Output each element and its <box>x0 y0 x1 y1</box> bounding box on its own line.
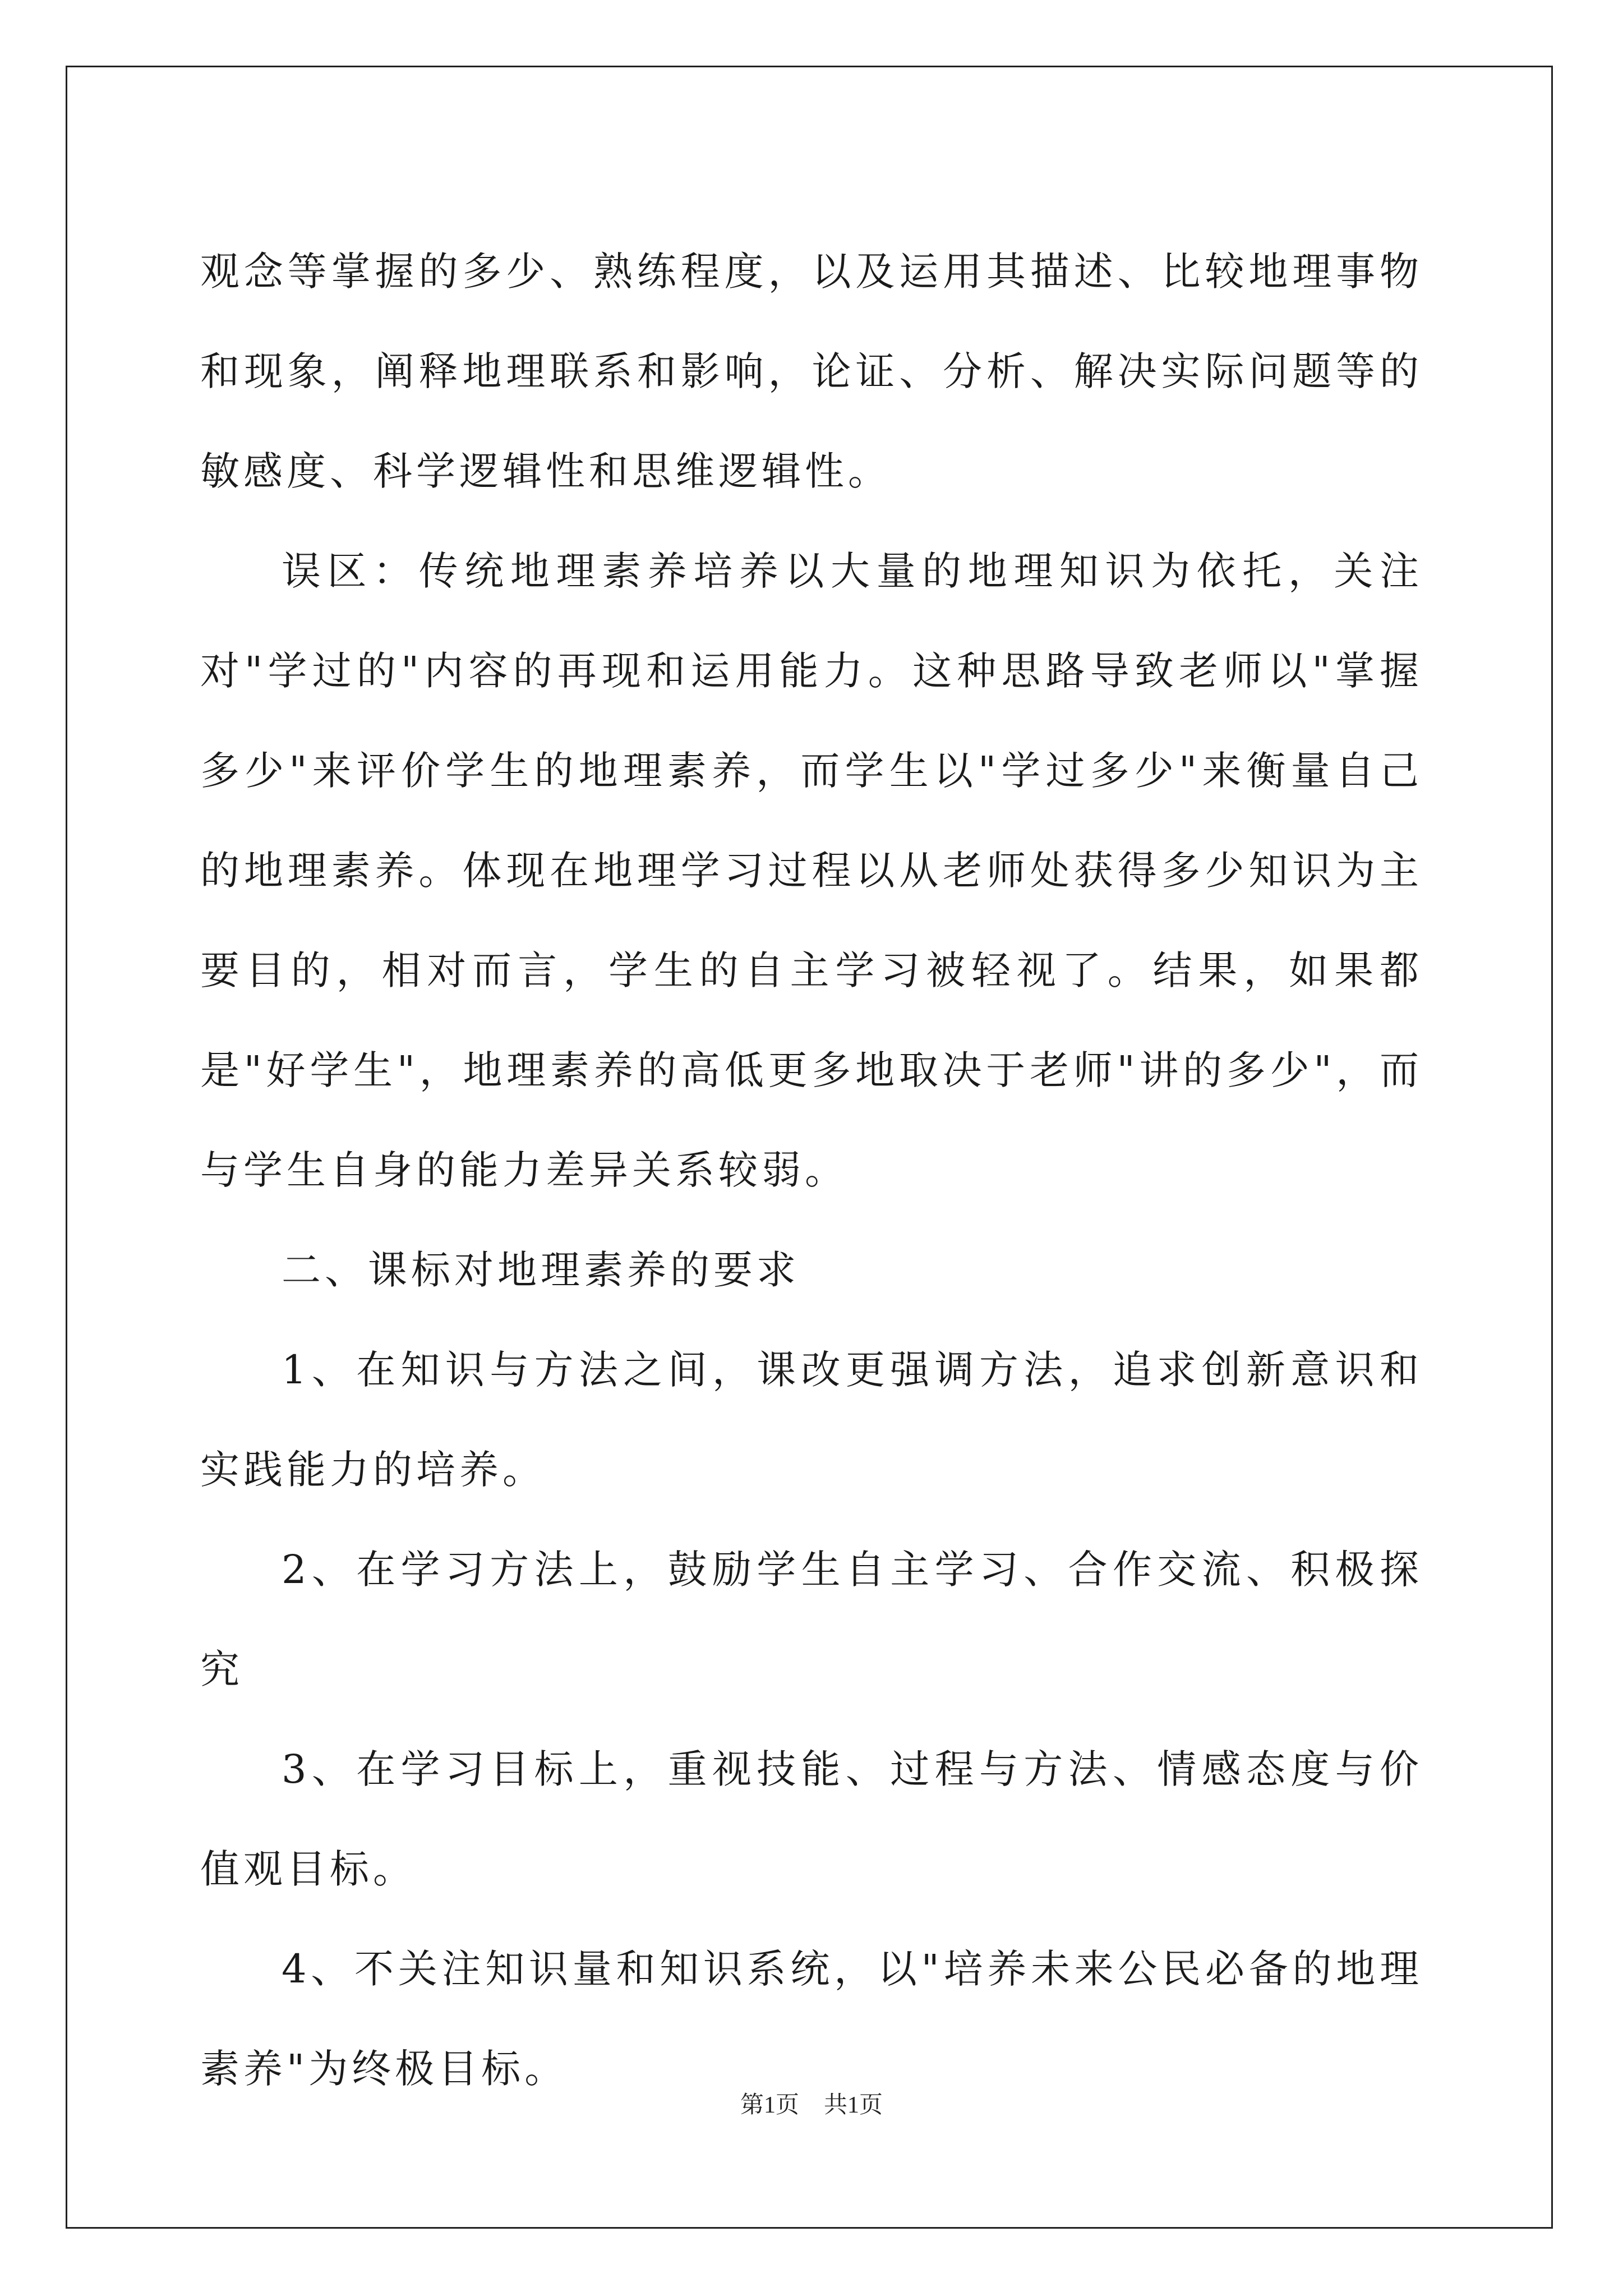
list-item-1: 1、在知识与方法之间，课改更强调方法，追求创新意识和实践能力的培养。 <box>200 1347 1423 1493</box>
page-number: 第1页 <box>740 2092 799 2118</box>
list-item-3: 3、在学习目标上，重视技能、过程与方法、情感态度与价值观目标。 <box>200 1746 1423 1892</box>
list-item-2: 2、在学习方法上，鼓励学生自主学习、合作交流、积极探究 <box>200 1547 1423 1692</box>
list-item-4: 4、不关注知识量和知识系统，以"培养未来公民必备的地理素养"为终极目标。 <box>200 1946 1423 2092</box>
paragraph-1: 观念等掌握的多少、熟练程度，以及运用其描述、比较地理事物和现象，阐释地理联系和影响，论证、分析、解决实际问题等的敏感度、科学逻辑性和思维逻辑性。 <box>200 249 1423 494</box>
page-footer <box>0 2088 1623 2122</box>
section-heading: 二、课标对地理素养的要求 <box>282 1247 800 1293</box>
page-total: 共1页 <box>824 2092 883 2118</box>
document-body <box>200 222 1423 2119</box>
paragraph-2: 误区：传统地理素养培养以大量的地理知识为依托，关注对"学过的"内容的再现和运用能力。这种思路导致老师以"掌握多少"来评价学生的地理素养，而学生以"学过多少"来衡量自己的地理素养。体现在地理学习过程以从老师处获得多少知识为主要目的，相对而言，学生的自主学习被轻视了。结果，如果都是"好学生"，地理素养的高低更多地取决于老师"讲的多少"，而与学生自身的能力差异关系较弱。 <box>200 548 1423 1193</box>
